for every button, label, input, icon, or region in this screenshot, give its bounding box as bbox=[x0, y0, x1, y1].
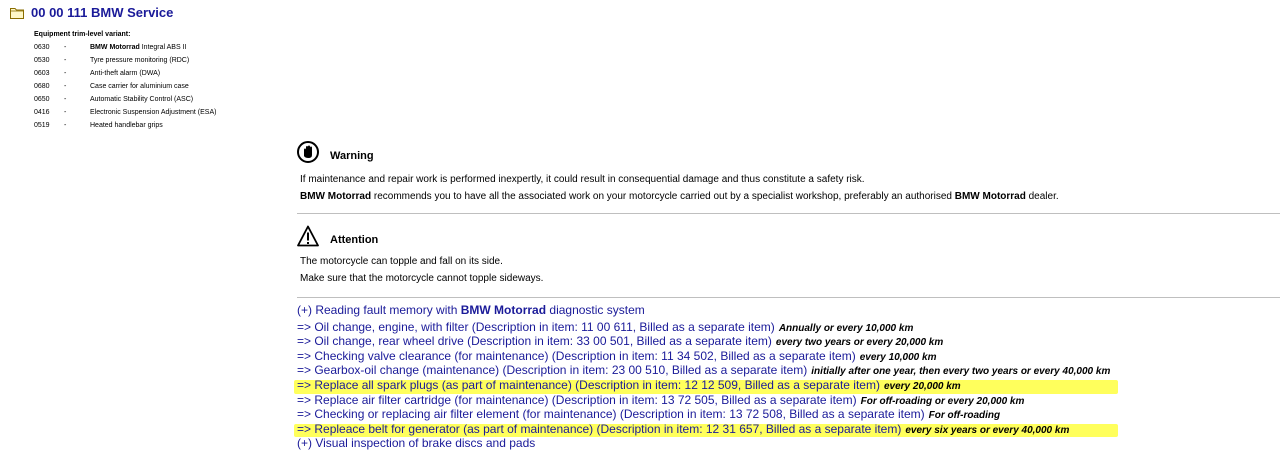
task-text: => Repleace belt for generator (as part of maintenance) (Description in item: 12 31 657, Billed as a separate item) bbox=[297, 421, 902, 436]
attention-line-2: Make sure that the motorcycle cannot topple sideways. bbox=[300, 273, 544, 284]
attention-triangle-icon bbox=[297, 225, 319, 247]
service-task-link[interactable] bbox=[297, 350, 1110, 365]
equipment-text: Tyre pressure monitoring (RDC) bbox=[90, 57, 190, 64]
task-interval: initially after one year, then every two years or every 40,000 km bbox=[811, 366, 1111, 378]
task-interval: every two years or every 20,000 km bbox=[775, 337, 944, 349]
equipment-dash: - bbox=[64, 122, 67, 129]
service-task-link[interactable] bbox=[297, 437, 1110, 452]
page-title: 00 00 111 BMW Service bbox=[31, 5, 174, 20]
page-header bbox=[10, 5, 173, 20]
equipment-dash: - bbox=[64, 57, 67, 64]
task-text: => Oil change, engine, with filter (Description in item: 11 00 611, Billed as a separate item) bbox=[297, 319, 775, 334]
brand-name: BMW Motorrad bbox=[460, 303, 547, 317]
task-interval: every 10,000 km bbox=[859, 351, 937, 363]
equipment-list bbox=[34, 28, 216, 132]
equipment-code: 0416 bbox=[34, 109, 50, 116]
service-task-link[interactable] bbox=[297, 379, 1110, 394]
warning-title: Warning bbox=[330, 150, 374, 162]
equipment-row bbox=[34, 41, 216, 54]
task-interval: every 20,000 km bbox=[883, 380, 961, 392]
equipment-desc bbox=[90, 41, 186, 54]
equipment-desc bbox=[90, 54, 189, 67]
link-text: diagnostic system bbox=[546, 303, 645, 317]
service-task-link[interactable] bbox=[297, 408, 1110, 423]
equipment-dash: - bbox=[64, 109, 67, 116]
link-text: (+) Reading fault memory with bbox=[297, 303, 461, 317]
equipment-text: Automatic Stability Control (ASC) bbox=[90, 96, 194, 103]
equipment-code: 0530 bbox=[34, 57, 50, 64]
task-interval: For off-roading bbox=[928, 410, 1001, 422]
attention-line-1: The motorcycle can topple and fall on its side. bbox=[300, 256, 503, 267]
warning-notice bbox=[297, 141, 1280, 214]
task-text: => Checking valve clearance (for maintenance) (Description in item: 11 34 502, Billed as a separate item) bbox=[297, 348, 856, 363]
equipment-desc bbox=[90, 119, 163, 132]
service-task-link[interactable] bbox=[297, 423, 1110, 438]
service-task-link[interactable] bbox=[297, 335, 1110, 350]
equipment-desc bbox=[90, 67, 160, 80]
equipment-row bbox=[34, 67, 216, 80]
equipment-label: Equipment trim-level variant: bbox=[34, 31, 131, 38]
brand-name: BMW Motorrad bbox=[90, 44, 140, 51]
equipment-row bbox=[34, 93, 216, 106]
equipment-code: 0630 bbox=[34, 44, 50, 51]
attention-title: Attention bbox=[330, 234, 379, 246]
task-text: => Gearbox-oil change (maintenance) (Description in item: 23 00 510, Billed as a separate item) bbox=[297, 363, 808, 378]
equipment-dash: - bbox=[64, 83, 67, 90]
warning-line-2-text: recommends you to have all the associated work on your motorcycle carried out by a specialist workshop, preferably an authorised bbox=[371, 191, 955, 202]
equipment-dash: - bbox=[64, 96, 67, 103]
task-text: => Replace air filter cartridge (for maintenance) (Description in item: 13 72 505, Billed as a separate item) bbox=[297, 392, 857, 407]
task-text: => Checking or replacing air filter element (for maintenance) (Description in item: 13 72 508, Billed as a separate item) bbox=[297, 407, 925, 422]
task-text: => Oil change, rear wheel drive (Description in item: 33 00 501, Billed as a separate item) bbox=[297, 334, 772, 349]
equipment-desc bbox=[90, 93, 193, 106]
folder-icon bbox=[10, 7, 24, 19]
service-task-link[interactable] bbox=[297, 364, 1110, 379]
task-text: (+) Visual inspection of brake discs and pads bbox=[297, 436, 536, 451]
equipment-row bbox=[34, 80, 216, 93]
equipment-row bbox=[34, 119, 216, 132]
equipment-desc bbox=[90, 80, 189, 93]
service-task-list bbox=[297, 304, 1110, 452]
equipment-dash: - bbox=[64, 44, 67, 51]
service-task-link[interactable] bbox=[297, 394, 1110, 409]
equipment-text: Anti-theft alarm (DWA) bbox=[90, 70, 161, 77]
equipment-text: Electronic Suspension Adjustment (ESA) bbox=[90, 109, 217, 116]
equipment-row bbox=[34, 106, 216, 119]
equipment-code: 0680 bbox=[34, 83, 50, 90]
brand-name: BMW Motorrad bbox=[300, 191, 372, 202]
fault-memory-link[interactable] bbox=[297, 304, 1110, 318]
task-text: => Replace all spark plugs (as part of maintenance) (Description in item: 12 12 509, Billed as a separate item) bbox=[297, 377, 880, 392]
attention-notice bbox=[297, 225, 1280, 298]
warning-hand-icon bbox=[297, 141, 319, 163]
brand-name: BMW Motorrad bbox=[954, 191, 1026, 202]
warning-line-1: If maintenance and repair work is performed inexpertly, it could result in consequential damage and thus constitute a safety risk. bbox=[300, 174, 865, 185]
equipment-code: 0650 bbox=[34, 96, 50, 103]
task-interval: Annually or every 10,000 km bbox=[778, 322, 914, 334]
warning-line-2-end: dealer. bbox=[1025, 191, 1059, 202]
task-interval: For off-roading or every 20,000 km bbox=[860, 395, 1025, 407]
equipment-text: Heated handlebar grips bbox=[90, 122, 163, 129]
equipment-row bbox=[34, 54, 216, 67]
equipment-text: Integral ABS II bbox=[139, 44, 187, 51]
equipment-code: 0519 bbox=[34, 122, 50, 129]
task-interval: every six years or every 40,000 km bbox=[905, 424, 1070, 436]
equipment-desc bbox=[90, 106, 216, 119]
equipment-code: 0603 bbox=[34, 70, 50, 77]
warning-line-2 bbox=[297, 188, 1280, 205]
equipment-text: Case carrier for aluminium case bbox=[90, 83, 189, 90]
equipment-dash: - bbox=[64, 70, 67, 77]
service-task-link[interactable] bbox=[297, 321, 1110, 336]
